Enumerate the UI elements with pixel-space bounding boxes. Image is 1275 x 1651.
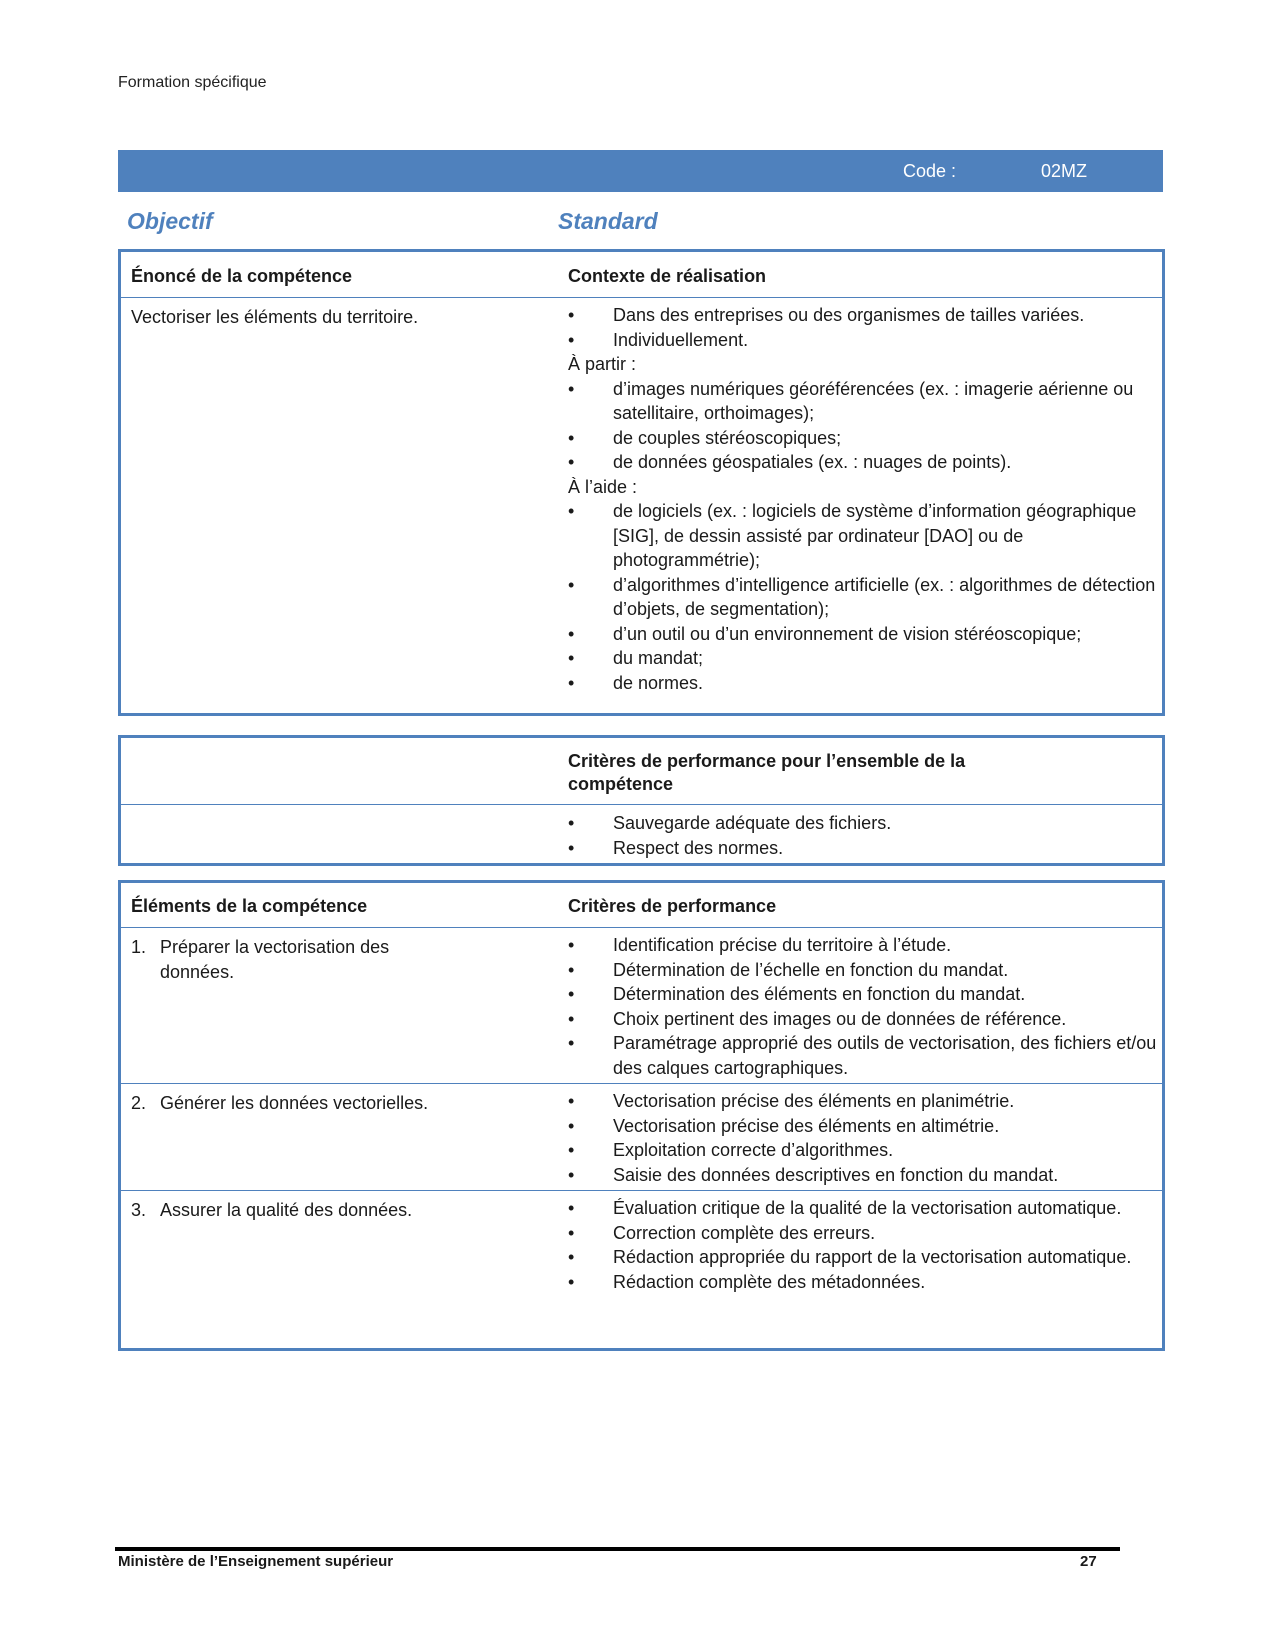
- footer-divider: [115, 1547, 1120, 1551]
- element-label: Assurer la qualité des données.: [160, 1200, 413, 1220]
- running-header: Formation spécifique: [118, 74, 267, 91]
- element-number: 3.: [131, 1200, 147, 1220]
- a-partir-list: [568, 377, 1168, 475]
- element-3-criteria: [568, 1196, 1168, 1294]
- list-item: • Dans des entreprises ou des organismes de tailles variées.: [568, 303, 1168, 328]
- list-item: • Rédaction complète des métadonnées.: [568, 1270, 1168, 1295]
- list-item: • Détermination de l’échelle en fonction du mandat.: [568, 958, 1168, 983]
- competence-statement: Vectoriser les éléments du territoire.: [131, 307, 419, 327]
- code-label: Code :: [903, 161, 957, 181]
- standard-heading: Standard: [558, 208, 658, 234]
- list-item: • d’images numériques géoréférencées (ex. : imagerie aérienne ou satellitaire, orthoimages);: [568, 377, 1168, 426]
- a-laide-label: À l’aide :: [568, 476, 638, 497]
- element-3: [131, 1198, 541, 1223]
- list-item: • Vectorisation précise des éléments en planimétrie.: [568, 1089, 1168, 1114]
- list-item: • Identification précise du territoire à l’étude.: [568, 933, 1168, 958]
- table-body-row: [121, 805, 1162, 863]
- element-2: [131, 1091, 541, 1116]
- element-1: [131, 935, 431, 984]
- element-number: 2.: [131, 1093, 147, 1113]
- context-header: Contexte de réalisation: [568, 266, 767, 286]
- element-number: 1.: [131, 937, 147, 957]
- list-item: • Individuellement.: [568, 328, 1168, 353]
- list-item: • d’algorithmes d’intelligence artificielle (ex. : algorithmes de détection d’objets, de segmentation);: [568, 573, 1168, 622]
- list-item: • Rédaction appropriée du rapport de la vectorisation automatique.: [568, 1245, 1168, 1270]
- table-row: [121, 1084, 1162, 1191]
- list-item: • Sauvegarde adéquate des fichiers.: [568, 811, 1168, 836]
- element-2-criteria: [568, 1089, 1168, 1187]
- a-partir-label: À partir :: [568, 354, 637, 374]
- elements-criteria-table: [118, 880, 1165, 1351]
- criteria-list: [568, 1196, 1168, 1294]
- list-item: • d’un outil ou d’un environnement de vision stéréoscopique;: [568, 622, 1168, 647]
- list-item: • de normes.: [568, 671, 1168, 696]
- list-item: • de couples stéréoscopiques;: [568, 426, 1168, 451]
- list-item: • Correction complète des erreurs.: [568, 1221, 1168, 1246]
- list-item: • Saisie des données descriptives en fonction du mandat.: [568, 1163, 1168, 1188]
- code-value: 02MZ: [1041, 161, 1088, 181]
- a-laide-list: [568, 499, 1168, 695]
- code-bar: [118, 150, 1163, 192]
- objectif-heading: Objectif: [127, 208, 213, 234]
- table-header-row: [121, 883, 1162, 928]
- competence-statement-table: [118, 249, 1165, 716]
- list-item: • Vectorisation précise des éléments en altimétrie.: [568, 1114, 1168, 1139]
- overall-criteria-header: Critères de performance pour l’ensemble de la compétence: [568, 751, 966, 794]
- table-header-row: [121, 738, 1162, 805]
- list-item: • Exploitation correcte d’algorithmes.: [568, 1138, 1168, 1163]
- context-list: [568, 303, 1168, 695]
- list-item: • de données géospatiales (ex. : nuages de points).: [568, 450, 1168, 475]
- table-row: [121, 1191, 1162, 1348]
- list-item: • de logiciels (ex. : logiciels de système d’information géographique [SIG], de dessin assisté par ordinateur [DAO] ou de photogrammétrie);: [568, 499, 1168, 573]
- overall-criteria-list: [568, 811, 1168, 860]
- element-1-criteria: [568, 933, 1168, 1080]
- criteria-list: [568, 1089, 1168, 1187]
- list-item: • du mandat;: [568, 646, 1168, 671]
- list-item: • Respect des normes.: [568, 836, 1168, 861]
- criteria-list: [568, 933, 1168, 1080]
- statement-header: Énoncé de la compétence: [131, 266, 353, 286]
- element-label: Générer les données vectorielles.: [160, 1093, 429, 1113]
- list-item: • Évaluation critique de la qualité de la vectorisation automatique.: [568, 1196, 1168, 1221]
- elements-header: Éléments de la compétence: [131, 896, 368, 916]
- list-item: • Détermination des éléments en fonction du mandat.: [568, 982, 1168, 1007]
- table-row: [121, 928, 1162, 1084]
- overall-criteria-table: [118, 735, 1165, 866]
- table-header-row: [121, 252, 1162, 298]
- footer-ministry: Ministère de l’Enseignement supérieur: [118, 1553, 394, 1570]
- intro-list: [568, 303, 1168, 352]
- criteria-header: Critères de performance: [568, 896, 777, 916]
- element-label: Préparer la vectorisation des données.: [160, 937, 390, 982]
- list-item: • Paramétrage approprié des outils de vectorisation, des fichiers et/ou des calques cartographiques.: [568, 1031, 1168, 1080]
- criteria-list: [568, 811, 1168, 860]
- page-number: 27: [1080, 1553, 1097, 1570]
- table-body-row: [121, 298, 1162, 713]
- list-item: • Choix pertinent des images ou de données de référence.: [568, 1007, 1168, 1032]
